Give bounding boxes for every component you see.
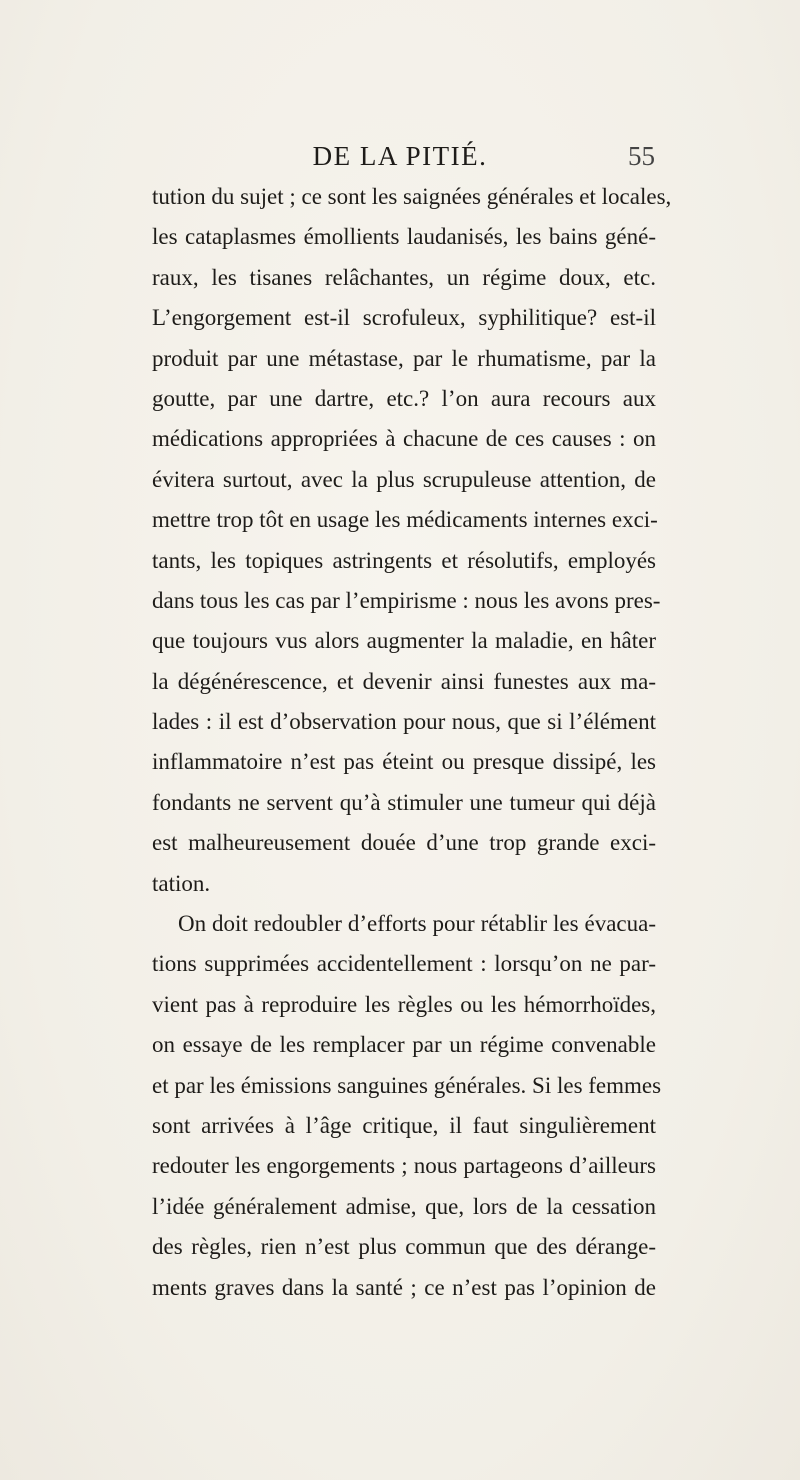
text-line: tution du sujet ; ce sont les saignées générales et locales,: [152, 184, 672, 209]
page-number: 55: [628, 141, 655, 171]
text-line: sont arrivées à l’âge critique, il faut singulièrement: [152, 1112, 656, 1138]
text-line: produit par une métastase, par le rhumatisme, par la: [152, 345, 656, 371]
text-line: inflammatoire n’est pas éteint ou presque dissipé, les: [152, 749, 656, 775]
text-line: est malheureusement douée d’une trop grande exci-: [152, 830, 656, 856]
text-line: lades : il est d’observation pour nous, que si l’élément: [152, 709, 656, 735]
text-line-paragraph-end: tation.: [152, 870, 211, 896]
running-title: DE LA PITIÉ.: [312, 141, 488, 171]
text-line-paragraph-start: On doit redoubler d’efforts pour rétablir les évacua-: [178, 911, 656, 937]
text-line: fondants ne servent qu’à stimuler une tumeur qui déjà: [152, 789, 656, 815]
text-line: l’idée généralement admise, que, lors de la cessation: [152, 1193, 656, 1219]
text-line: médications appropriées à chacune de ces causes : on: [152, 426, 656, 452]
text-line: vient pas à reproduire les règles ou les hémorrhoïdes,: [152, 991, 656, 1017]
text-line: et par les émissions sanguines générales. Si les femmes: [152, 1072, 662, 1098]
text-line: goutte, par une dartre, etc.? l’on aura recours aux: [152, 385, 656, 411]
text-line: mettre trop tôt en usage les médicaments internes exci-: [152, 507, 658, 533]
running-head: [0, 138, 800, 174]
text-line: redouter les engorgements ; nous partageons d’ailleurs: [152, 1153, 656, 1179]
text-line: dans tous les cas par l’empirisme : nous les avons pres-: [152, 587, 661, 613]
text-line: évitera surtout, avec la plus scrupuleuse attention, de: [152, 466, 656, 492]
text-line: ments graves dans la santé ; ce n’est pas l’opinion de: [152, 1274, 656, 1300]
body-text: [152, 177, 672, 1308]
text-line: que toujours vus alors augmenter la maladie, en hâter: [152, 628, 656, 654]
text-line: L’engorgement est-il scrofuleux, syphilitique? est-il: [152, 305, 656, 331]
text-line: tions supprimées accidentellement : lorsqu’on ne par-: [152, 951, 656, 977]
text-line: on essaye de les remplacer par un régime convenable: [152, 1032, 656, 1058]
text-line: la dégénérescence, et devenir ainsi funestes aux ma-: [152, 668, 656, 694]
text-line: les cataplasmes émollients laudanisés, les bains géné-: [152, 224, 656, 250]
text-line: des règles, rien n’est plus commun que des dérange-: [152, 1234, 656, 1260]
text-line: tants, les topiques astringents et résolutifs, employés: [152, 547, 656, 573]
text-line: raux, les tisanes relâchantes, un régime doux, etc.: [152, 264, 656, 290]
